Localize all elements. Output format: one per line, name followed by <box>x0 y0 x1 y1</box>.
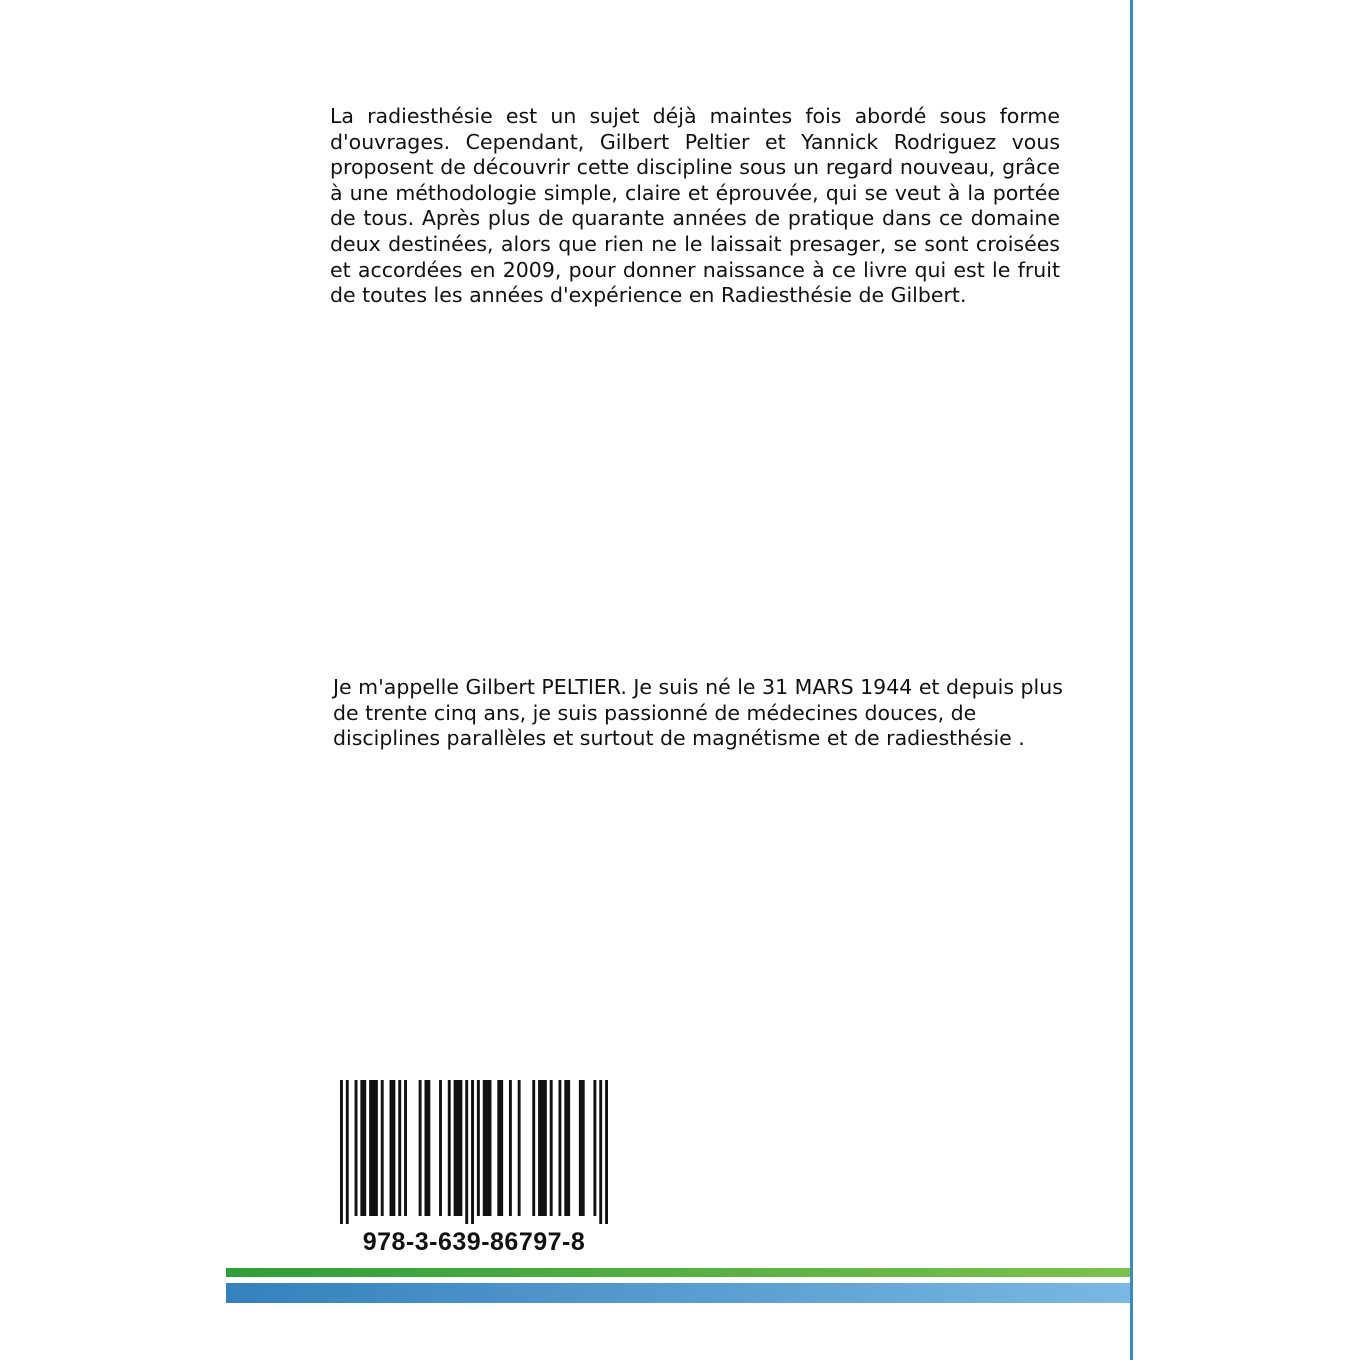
green-decorative-band <box>226 1268 1130 1277</box>
barcode-bar <box>518 1080 521 1216</box>
barcode-bar <box>509 1080 512 1216</box>
barcode-bar <box>593 1080 596 1216</box>
barcode-bar <box>360 1080 366 1216</box>
barcode-bar <box>532 1080 535 1216</box>
barcode-bar <box>404 1080 407 1216</box>
barcode-bar <box>398 1080 401 1216</box>
barcode-bar <box>538 1080 547 1216</box>
barcode-bar <box>381 1080 384 1216</box>
barcode-bar <box>355 1080 358 1216</box>
barcode-bar <box>564 1080 570 1216</box>
isbn-barcode <box>340 1080 608 1262</box>
barcode-bar <box>419 1080 422 1216</box>
barcode-bar <box>579 1080 585 1216</box>
barcode-bar <box>599 1080 602 1224</box>
barcode-bar <box>605 1080 608 1224</box>
barcode-bar <box>346 1080 349 1224</box>
isbn-number: 978-3-639-86797-8 <box>362 1228 586 1256</box>
blue-decorative-band <box>226 1283 1130 1303</box>
spine-divider-line <box>1130 0 1133 1360</box>
barcode-bar <box>483 1080 492 1216</box>
barcode-bar <box>340 1080 343 1224</box>
barcode-bar <box>550 1080 553 1216</box>
barcode-bars <box>340 1080 608 1224</box>
barcode-bar <box>390 1080 396 1216</box>
author-bio-paragraph: Je m'appelle Gilbert PELTIER. Je suis né le 31 MARS 1944 et depuis plus de trente cinq ans, je suis passionné de médecines douces, de disciplines parallèles et surtout de magnétisme et de radiesthésie . <box>333 675 1063 751</box>
barcode-bar <box>424 1080 430 1216</box>
barcode-bar <box>454 1080 463 1216</box>
barcode-bar <box>448 1080 451 1216</box>
barcode-bar <box>465 1080 468 1224</box>
barcode-bar <box>558 1080 561 1216</box>
barcode-bar <box>439 1080 442 1216</box>
barcode-bar <box>477 1080 480 1216</box>
blurb-paragraph: La radiesthésie est un sujet déjà maintes fois abordé sous forme d'ouvrages. Cependant, Gilbert Peltier et Yannick Rodriguez vous proposent de découvrir cette discipline sous un regard nouveau, grâce à une méthodologie simple, claire et éprouvée, qui se veut à la portée de tous. Après plus de quarante années de pratique dans ce domaine deux destinées, alors que rien ne le laissait presager, se sont croisées et accordées en 2009, pour donner naissance à ce livre qui est le fruit de toutes les années d'expérience en Radiesthésie de Gilbert. <box>330 104 1060 308</box>
barcode-bar <box>471 1080 474 1224</box>
barcode-bar <box>369 1080 378 1216</box>
barcode-bar <box>497 1080 503 1216</box>
